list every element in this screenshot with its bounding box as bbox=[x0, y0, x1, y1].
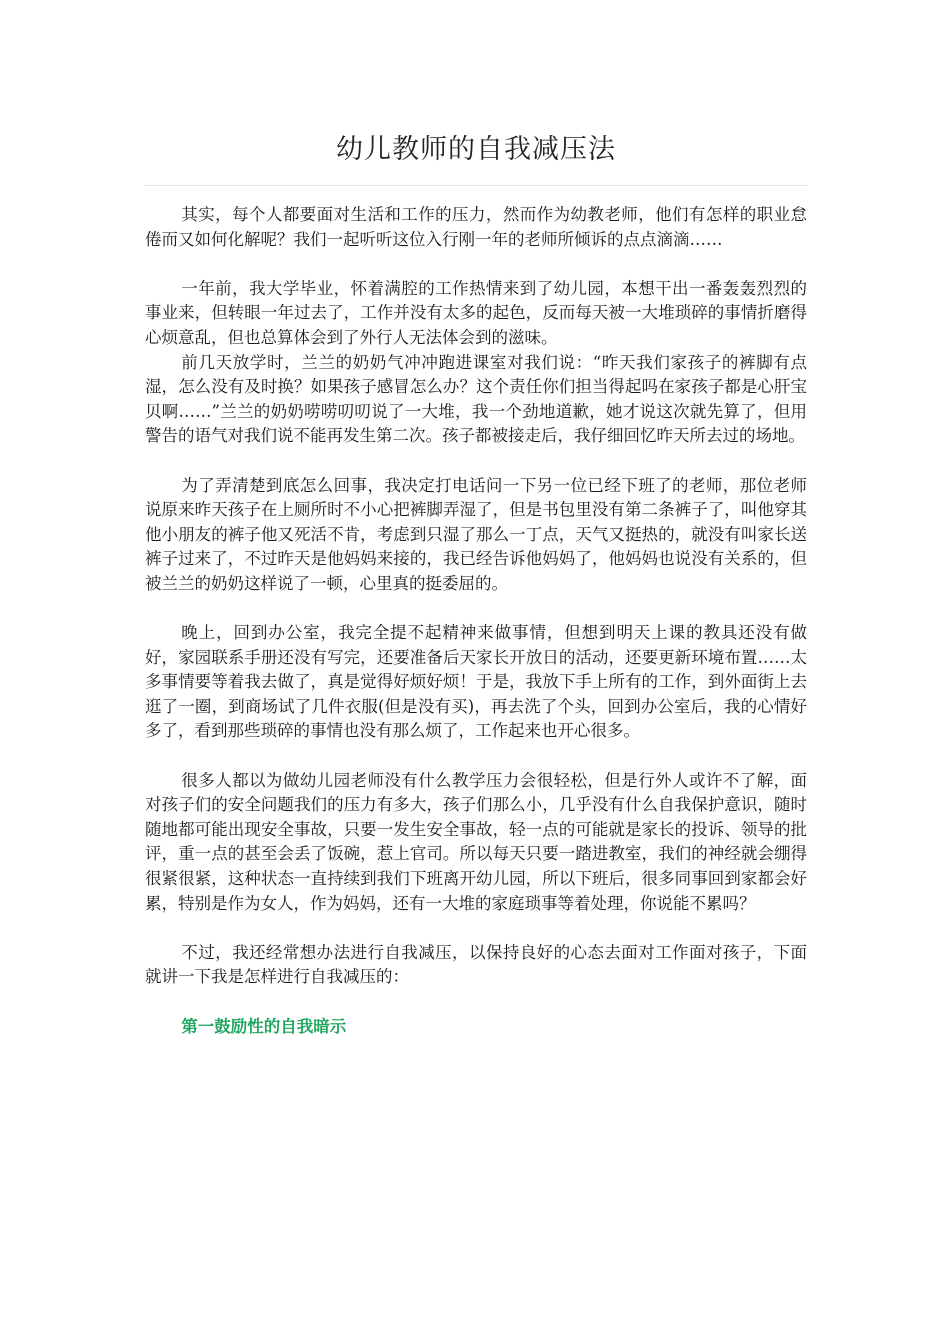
title-divider bbox=[145, 185, 807, 186]
paragraph-phone-call: 为了弄清楚到底怎么回事，我决定打电话问一下另一位已经下班了的老师，那位老师说原来昨天孩子在上厕所时不小心把裤脚弄湿了，但是书包里没有第二条裤子了，叫他穿其他小朋友的裤子他又死活不肯，考虑到只湿了那么一丁点，天气又挺热的，就没有叫家长送裤子过来了，不过昨天是他妈妈来接的，我已经告诉他妈妈了，他妈妈也说没有关系的，但被兰兰的奶奶这样说了一顿，心里真的挺委屈的。 bbox=[145, 475, 807, 593]
paragraph-one-year-ago: 一年前，我大学毕业，怀着满腔的工作热情来到了幼儿园，本想干出一番轰轰烈烈的事业来，但转眼一年过去了，工作并没有太多的起色，反而每天被一大堆琐碎的事情折磨得心烦意乱，但也总算体会到了外行人无法体会到的滋味。 bbox=[145, 278, 807, 347]
paragraph-intro: 其实，每个人都要面对生活和工作的压力，然而作为幼教老师，他们有怎样的职业怠倦而又如何化解呢？我们一起听听这位入行刚一年的老师所倾诉的点点滴滴…… bbox=[145, 205, 807, 249]
paragraph-grandma-complaint: 前几天放学时，兰兰的奶奶气冲冲跑进课室对我们说：“昨天我们家孩子的裤脚有点湿，怎么没有及时换？如果孩子感冒怎么办？这个责任你们担当得起吗在家孩子都是心肝宝贝啊……”兰兰的奶奶唠唠叨叨说了一大堆，我一个劲地道歉，她才说这次就先算了，但用警告的语气对我们说不能再发生第二次。孩子都被接走后，我仔细回忆昨天所去过的场地。 bbox=[145, 352, 807, 446]
paragraph-self-relief: 不过，我还经常想办法进行自我减压，以保持良好的心态去面对工作面对孩子，下面就讲一下我是怎样进行自我减压的： bbox=[145, 942, 807, 987]
paragraph-evening: 晚上，回到办公室，我完全提不起精神来做事情，但想到明天上课的教具还没有做好，家园联系手册还没有写完，还要准备后天家长开放日的活动，还要更新环境布置……太多事情要等着我去做了，真是觉得好烦好烦！于是，我放下手上所有的工作，到外面街上去逛了一圈，到商场试了几件衣服(但是没有买)，再去洗了个头，回到办公室后，我的心情好多了，看到那些琐碎的事情也没有那么烦了，工作起来也开心很多。 bbox=[145, 623, 807, 741]
article-body bbox=[145, 203, 807, 1039]
page-title: 幼儿教师的自我减压法 bbox=[336, 134, 616, 165]
section-heading: 第一鼓励性的自我暗示 bbox=[181, 1016, 347, 1036]
paragraph-pressure: 很多人都以为做幼儿园老师没有什么教学压力会很轻松，但是行外人或许不了解，面对孩子们的安全问题我们的压力有多大，孩子们那么小，几乎没有什么自我保护意识，随时随地都可能出现安全事故，只要一发生安全事故，轻一点的可能就是家长的投诉、领导的批评，重一点的甚至会丢了饭碗，惹上官司。所以每天只要一踏进教室，我们的神经就会绷得很紧很紧，这种状态一直持续到我们下班离开幼儿园，所以下班后，很多同事回到家都会好累，特别是作为女人，作为妈妈，还有一大堆的家庭琐事等着处理，你说能不累吗？ bbox=[145, 770, 807, 913]
